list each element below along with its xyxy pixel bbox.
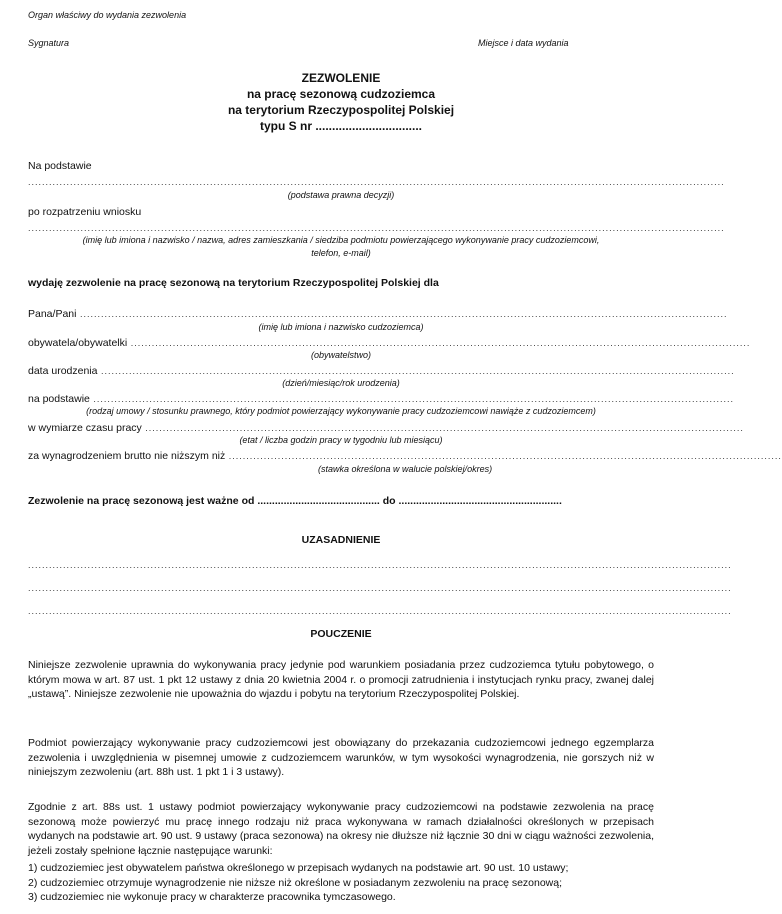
field-citizenship-row: obywatela/obywatelki ................................................................................................................................................................................. — [28, 337, 751, 349]
field-contract-hint: (rodzaj umowy / stosunku prawnego, który podmiot powierzający wykonywanie pracy cudzoziemcowi nawiąże z cudzoziemcem) — [86, 406, 596, 416]
basis-hint: (podstawa prawna decyzji) — [287, 190, 395, 200]
justification-line-3: ......................................................................................................................................................................................................... — [28, 606, 732, 616]
grant-heading: wydaję zezwolenie na pracę sezonową na terytorium Rzeczypospolitej Polskiej dla — [28, 277, 439, 289]
condition-item-3: 3) cudzoziemiec nie wykonuje pracy w charakterze pracownika tymczasowego. — [28, 891, 396, 903]
field-salary-label: za wynagrodzeniem brutto nie niższym niż — [28, 450, 226, 462]
title-line-1: ZEZWOLENIE — [301, 71, 381, 85]
justification-line-1: ......................................................................................................................................................................................................... — [28, 560, 732, 570]
field-contract-label: na podstawie — [28, 393, 90, 405]
field-name-label: Pana/Pani — [28, 308, 77, 320]
application-label: po rozpatrzeniu wniosku — [28, 206, 142, 218]
field-worktime-row: w wymiarze czasu pracy ........................................................................................................................................................................... — [28, 422, 744, 434]
field-name-row: Pana/Pani ......................................................................................................................................................................................... — [28, 308, 728, 320]
application-dotted-line: ....................................................................................................................................................................................................... — [28, 223, 725, 233]
issuing-authority-label: Organ właściwy do wydania zezwolenia — [28, 10, 187, 20]
document-title — [28, 70, 654, 134]
field-worktime-hint: (etat / liczba godzin pracy w tygodniu lub miesiącu) — [239, 435, 443, 445]
condition-item-2: 2) cudzoziemiec otrzymuje wynagrodzenie nie niższe niż określone w posiadanym zezwoleniu na pracę sezonową; — [28, 877, 563, 889]
instruction-title: POUCZENIE — [310, 628, 372, 640]
application-hint-1: (imię lub imiona i nazwisko / nazwa, adres zamieszkania / siedziba podmiotu powierzającego wykonywanie pracy cudzoziemcowi, — [82, 235, 600, 245]
justification-line-2: ......................................................................................................................................................................................................... — [28, 583, 732, 593]
title-line-4: typu S nr ................................ — [259, 119, 423, 133]
place-date-label: Miejsce i data wydania — [478, 38, 569, 48]
field-citizenship-label: obywatela/obywatelki — [28, 337, 128, 349]
instruction-paragraph-2: Podmiot powierzający wykonywanie pracy cudzoziemcowi jest obowiązany do przekazania cudzoziemcowi jednego egzemplarza zezwolenia i uwzględnienia w pisemnej umowie z cudzoziemcem warunków, w tym wysokości wynagrodzenia, nie gorszych niż w niniejszym zezwoleniu (art. 88h ust. 1 pkt 1 i 3 ustawy). — [28, 737, 654, 778]
field-salary-row: za wynagrodzeniem brutto nie niższym niż .............................................................................................................................................................. — [28, 450, 782, 462]
field-birthdate-row: data urodzenia ..................................................................................................................................................................................... — [28, 365, 735, 377]
condition-item-1: 1) cudzoziemiec jest obywatelem państwa określonego w przepisach wydanych na podstawie art. 90 ust. 10 ustawy; — [28, 862, 569, 874]
field-name-hint: (imię lub imiona i nazwisko cudzoziemca) — [258, 322, 424, 332]
field-birthdate-label: data urodzenia — [28, 365, 98, 377]
justification-title: UZASADNIENIE — [301, 534, 381, 546]
field-citizenship-hint: (obywatelstwo) — [310, 350, 372, 360]
reference-number-label: Sygnatura — [28, 38, 70, 48]
instruction-paragraph-1: Niniejsze zezwolenie uprawnia do wykonywania pracy jedynie pod warunkiem posiadania przez cudzoziemca tytułu pobytowego, o którym mowa w art. 87 ust. 1 pkt 12 ustawy z dnia 20 kwietnia 2004 r. o promocji zatrudnienia i instytucjach rynku pracy, zwanej dalej „ustawą”. Niniejsze zezwolenie nie upoważnia do wjazdu i pobytu na terytorium Rzeczypospolitej Polskiej. — [28, 659, 654, 700]
application-hint-2: telefon, e-mail) — [311, 248, 371, 258]
validity-statement: Zezwolenie na pracę sezonową jest ważne od .......................................... do ........................................................ — [28, 495, 562, 507]
field-salary-hint: (stawka określona w walucie polskiej/okres) — [318, 464, 493, 474]
field-contract-row: na podstawie ....................................................................................................................................................................................... — [28, 393, 734, 405]
basis-label: Na podstawie — [28, 160, 92, 172]
field-worktime-label: w wymiarze czasu pracy — [28, 422, 142, 434]
field-birthdate-hint: (dzień/miesiąc/rok urodzenia) — [282, 378, 400, 388]
title-line-2: na pracę sezonową cudzoziemca — [246, 87, 436, 101]
basis-dotted-line: ....................................................................................................................................................................................................... — [28, 177, 725, 187]
title-line-3: na terytorium Rzeczypospolitej Polskiej — [227, 103, 455, 117]
instruction-paragraph-3: Zgodnie z art. 88s ust. 1 ustawy podmiot powierzający wykonywanie pracy cudzoziemcowi na podstawie zezwolenia na pracę sezonową może powierzyć mu pracę innego rodzaju niż praca wykonywana w ramach działalności określonych w przepisach wydanych na podstawie art. 90 ust. 9 ustawy (praca sezonowa) na okresy nie dłuższe niż łącznie 30 dni w ciągu ważności zezwolenia, jeżeli zostały spełnione łącznie następujące warunki: — [28, 801, 654, 857]
